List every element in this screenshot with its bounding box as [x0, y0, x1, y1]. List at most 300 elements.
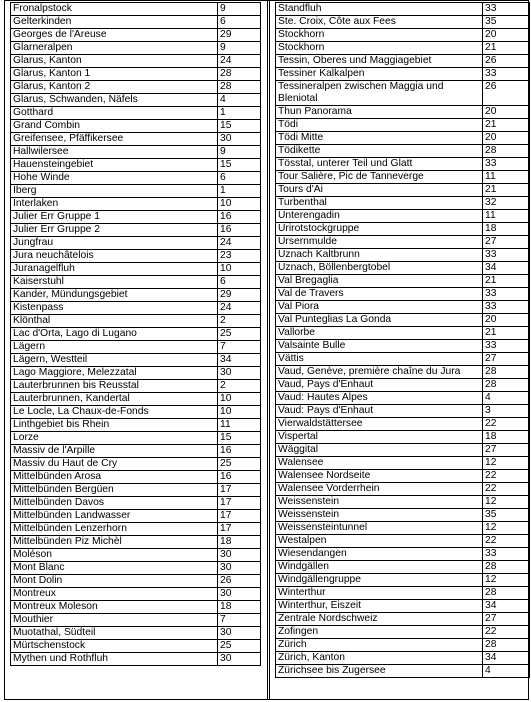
location-name: Val Bregaglia: [276, 275, 483, 288]
table-row: [11, 432, 261, 445]
sheet-number: 16: [218, 445, 261, 458]
location-name: Vättis: [276, 353, 483, 366]
table-row: [11, 263, 261, 276]
table-row: [276, 314, 530, 327]
sheet-number: 24: [218, 237, 261, 250]
location-name: Zürich, Kanton: [276, 652, 483, 665]
sheet-number: 17: [218, 484, 261, 497]
sheet-number: 34: [483, 652, 530, 665]
sheet-number: 10: [218, 263, 261, 276]
location-name: Georges de l'Areuse: [11, 29, 218, 42]
table-row: [276, 210, 530, 223]
sheet-number: 18: [483, 223, 530, 236]
location-name: Kaiserstuhl: [11, 276, 218, 289]
table-row: [276, 262, 530, 275]
location-name: Walensee: [276, 457, 483, 470]
left-index-table: [10, 2, 261, 666]
location-name: Stockhorn: [276, 29, 483, 42]
table-row: [11, 250, 261, 263]
table-row: [11, 393, 261, 406]
sheet-number: 20: [483, 106, 530, 119]
table-row: [11, 458, 261, 471]
table-row: [276, 55, 530, 68]
table-row: [276, 327, 530, 340]
table-row: [11, 341, 261, 354]
table-row: [11, 354, 261, 367]
table-row: [11, 549, 261, 562]
table-row: [276, 509, 530, 522]
table-row: [11, 536, 261, 549]
location-name: Wiesendangen: [276, 548, 483, 561]
location-name: Winterthur, Eiszeit: [276, 600, 483, 613]
location-name: Weissenstein: [276, 509, 483, 522]
sheet-number: 27: [483, 236, 530, 249]
location-name: Grand Combin: [11, 120, 218, 133]
location-name: Vispertal: [276, 431, 483, 444]
sheet-number: 27: [483, 444, 530, 457]
sheet-number: 4: [218, 94, 261, 107]
table-row: [11, 16, 261, 29]
sheet-number: 28: [483, 561, 530, 574]
sheet-number: 18: [218, 601, 261, 614]
location-name: Lägern: [11, 341, 218, 354]
location-name: Mittelbünden Davos: [11, 497, 218, 510]
table-row: [11, 497, 261, 510]
location-name: Tödi Mitte: [276, 132, 483, 145]
sheet-number: 21: [483, 275, 530, 288]
sheet-number: 26: [483, 81, 530, 106]
sheet-number: 7: [218, 614, 261, 627]
table-row: [11, 211, 261, 224]
table-row: [11, 237, 261, 250]
table-row: [276, 600, 530, 613]
location-name: Windgällen: [276, 561, 483, 574]
location-name: Hauensteingebiet: [11, 159, 218, 172]
sheet-number: 20: [483, 132, 530, 145]
location-name: Val Punteglias La Gonda: [276, 314, 483, 327]
sheet-number: 15: [218, 432, 261, 445]
table-row: [276, 574, 530, 587]
location-name: Unterengadin: [276, 210, 483, 223]
sheet-number: 16: [218, 211, 261, 224]
location-name: Lauterbrunnen, Kandertal: [11, 393, 218, 406]
table-row: [276, 418, 530, 431]
sheet-number: 12: [483, 522, 530, 535]
location-name: Montreux Moleson: [11, 601, 218, 614]
sheet-number: 22: [483, 470, 530, 483]
location-name: Gelterkinden: [11, 16, 218, 29]
sheet-number: 18: [218, 536, 261, 549]
sheet-number: 9: [218, 42, 261, 55]
table-row: [276, 457, 530, 470]
sheet-number: 33: [483, 548, 530, 561]
location-name: Mouthier: [11, 614, 218, 627]
location-name: Tessineralpen zwischen Maggia und Bleniotal: [276, 81, 483, 106]
location-name: Tödi: [276, 119, 483, 132]
table-row: [276, 353, 530, 366]
table-row: [11, 367, 261, 380]
table-row: [276, 366, 530, 379]
table-row: [11, 562, 261, 575]
sheet-number: 30: [218, 562, 261, 575]
sheet-number: 25: [218, 328, 261, 341]
location-name: Vaud, Pays d'Enhaut: [276, 379, 483, 392]
sheet-number: 35: [483, 16, 530, 29]
table-row: [11, 640, 261, 653]
sheet-number: 25: [218, 458, 261, 471]
sheet-number: 15: [218, 120, 261, 133]
location-name: Muotathal, Südteil: [11, 627, 218, 640]
location-name: Vierwaldstättersee: [276, 418, 483, 431]
location-name: Uznach, Böllenbergtobel: [276, 262, 483, 275]
sheet-number: 28: [483, 145, 530, 158]
sheet-number: 16: [218, 471, 261, 484]
sheet-number: 22: [483, 535, 530, 548]
table-row: [11, 29, 261, 42]
table-row: [276, 197, 530, 210]
location-name: Lac d'Orta, Lago di Lugano: [11, 328, 218, 341]
location-name: Kistenpass: [11, 302, 218, 315]
left-table-body: [11, 3, 261, 666]
location-name: Weissenstein: [276, 496, 483, 509]
location-name: Mittelbünden Piz Michèl: [11, 536, 218, 549]
sheet-number: 18: [483, 431, 530, 444]
table-row: [11, 575, 261, 588]
location-name: Lago Maggiore, Melezzatal: [11, 367, 218, 380]
location-name: Iberg: [11, 185, 218, 198]
location-name: Val Piora: [276, 301, 483, 314]
location-name: Fronalpstock: [11, 3, 218, 16]
right-index-table: [275, 2, 530, 678]
location-name: Gotthard: [11, 107, 218, 120]
table-row: [276, 223, 530, 236]
location-name: Julier Err Gruppe 2: [11, 224, 218, 237]
sheet-number: 10: [218, 406, 261, 419]
table-row: [276, 405, 530, 418]
table-row: [276, 626, 530, 639]
location-name: Mont Blanc: [11, 562, 218, 575]
location-name: Jura neuchâtelois: [11, 250, 218, 263]
table-row: [11, 198, 261, 211]
sheet-number: 12: [483, 496, 530, 509]
sheet-number: 6: [218, 16, 261, 29]
table-row: [276, 522, 530, 535]
sheet-number: 7: [218, 341, 261, 354]
table-row: [11, 601, 261, 614]
sheet-number: 1: [218, 107, 261, 120]
location-name: Le Locle, La Chaux-de-Fonds: [11, 406, 218, 419]
sheet-number: 29: [218, 289, 261, 302]
table-row: [276, 68, 530, 81]
location-name: Westalpen: [276, 535, 483, 548]
table-row: [276, 16, 530, 29]
location-name: Linthgebiet bis Rhein: [11, 419, 218, 432]
table-row: [11, 627, 261, 640]
table-row: [11, 224, 261, 237]
table-row: [11, 159, 261, 172]
location-name: Lägern, Westteil: [11, 354, 218, 367]
sheet-number: 10: [218, 198, 261, 211]
table-row: [276, 470, 530, 483]
table-row: [11, 3, 261, 16]
location-name: Greifensee, Pfäffikersee: [11, 133, 218, 146]
location-name: Glarus, Kanton 2: [11, 81, 218, 94]
sheet-number: 27: [483, 353, 530, 366]
table-row: [11, 471, 261, 484]
location-name: Zürichsee bis Zugersee: [276, 665, 483, 678]
location-name: Vaud: Pays d'Enhaut: [276, 405, 483, 418]
table-row: [276, 236, 530, 249]
location-name: Hallwilersee: [11, 146, 218, 159]
sheet-number: 22: [483, 626, 530, 639]
sheet-number: 22: [483, 418, 530, 431]
table-row: [11, 55, 261, 68]
location-name: Ste. Croix, Côte aux Fees: [276, 16, 483, 29]
sheet-number: 33: [483, 3, 530, 16]
table-row: [276, 158, 530, 171]
location-name: Tour Salière, Pic de Tanneverge: [276, 171, 483, 184]
sheet-number: 17: [218, 523, 261, 536]
location-name: Jungfrau: [11, 237, 218, 250]
sheet-number: 4: [483, 392, 530, 405]
location-name: Stockhorn: [276, 42, 483, 55]
location-name: Mittelbünden Arosa: [11, 471, 218, 484]
sheet-number: 21: [483, 119, 530, 132]
table-row: [11, 510, 261, 523]
table-row: [11, 81, 261, 94]
table-row: [11, 328, 261, 341]
sheet-number: 35: [483, 509, 530, 522]
location-name: Wäggital: [276, 444, 483, 457]
sheet-number: 30: [218, 653, 261, 666]
table-row: [11, 185, 261, 198]
location-name: Klönthal: [11, 315, 218, 328]
location-name: Moléson: [11, 549, 218, 562]
table-row: [276, 392, 530, 405]
sheet-number: 20: [483, 314, 530, 327]
table-row: [11, 42, 261, 55]
sheet-number: 22: [483, 483, 530, 496]
table-row: [11, 380, 261, 393]
location-name: Julier Err Gruppe 1: [11, 211, 218, 224]
location-name: Glarus, Schwanden, Näfels: [11, 94, 218, 107]
table-row: [276, 288, 530, 301]
table-row: [276, 613, 530, 626]
table-row: [276, 444, 530, 457]
sheet-number: 1: [218, 185, 261, 198]
table-row: [11, 315, 261, 328]
sheet-number: 9: [218, 146, 261, 159]
sheet-number: 28: [483, 366, 530, 379]
table-row: [11, 276, 261, 289]
table-row: [276, 275, 530, 288]
location-name: Juranagelfluh: [11, 263, 218, 276]
sheet-number: 9: [218, 3, 261, 16]
sheet-number: 33: [483, 158, 530, 171]
sheet-number: 28: [218, 81, 261, 94]
sheet-number: 4: [483, 665, 530, 678]
location-name: Lorze: [11, 432, 218, 445]
sheet-number: 15: [218, 159, 261, 172]
sheet-number: 21: [483, 327, 530, 340]
location-name: Winterthur: [276, 587, 483, 600]
sheet-number: 28: [483, 379, 530, 392]
location-name: Zofingen: [276, 626, 483, 639]
table-row: [276, 81, 530, 106]
sheet-number: 30: [218, 549, 261, 562]
sheet-number: 34: [483, 262, 530, 275]
table-row: [276, 184, 530, 197]
sheet-number: 34: [218, 354, 261, 367]
sheet-number: 28: [483, 639, 530, 652]
table-row: [276, 301, 530, 314]
table-row: [276, 587, 530, 600]
sheet-number: 10: [218, 393, 261, 406]
sheet-number: 33: [483, 249, 530, 262]
sheet-number: 2: [218, 315, 261, 328]
location-name: Interlaken: [11, 198, 218, 211]
location-name: Thun Panorama: [276, 106, 483, 119]
sheet-number: 11: [483, 171, 530, 184]
table-row: [11, 419, 261, 432]
sheet-number: 33: [483, 68, 530, 81]
table-row: [11, 107, 261, 120]
table-row: [276, 132, 530, 145]
location-name: Mürtschenstock: [11, 640, 218, 653]
location-name: Zürich: [276, 639, 483, 652]
location-name: Turbenthal: [276, 197, 483, 210]
sheet-number: 21: [483, 42, 530, 55]
table-row: [11, 588, 261, 601]
sheet-number: 3: [483, 405, 530, 418]
sheet-number: 26: [218, 575, 261, 588]
table-row: [276, 145, 530, 158]
sheet-number: 17: [218, 497, 261, 510]
table-row: [11, 445, 261, 458]
table-row: [11, 68, 261, 81]
table-row: [11, 302, 261, 315]
column-separator: [267, 0, 270, 700]
location-name: Vaud, Genève, première chaîne du Jura: [276, 366, 483, 379]
sheet-number: 12: [483, 574, 530, 587]
sheet-number: 6: [218, 172, 261, 185]
table-row: [276, 548, 530, 561]
location-name: Tessiner Kalkalpen: [276, 68, 483, 81]
sheet-number: 33: [483, 301, 530, 314]
table-row: [11, 172, 261, 185]
location-name: Mittelbünden Lenzerhorn: [11, 523, 218, 536]
sheet-number: 29: [218, 29, 261, 42]
sheet-number: 33: [483, 340, 530, 353]
sheet-number: 12: [483, 457, 530, 470]
sheet-number: 30: [218, 133, 261, 146]
location-name: Urirotstockgruppe: [276, 223, 483, 236]
sheet-number: 33: [483, 288, 530, 301]
sheet-number: 28: [218, 68, 261, 81]
sheet-number: 24: [218, 55, 261, 68]
sheet-number: 20: [483, 29, 530, 42]
location-name: Uznach Kaltbrunn: [276, 249, 483, 262]
table-row: [276, 561, 530, 574]
location-name: Valsainte Bulle: [276, 340, 483, 353]
table-row: [276, 652, 530, 665]
table-row: [11, 120, 261, 133]
location-name: Walensee Nordseite: [276, 470, 483, 483]
table-row: [276, 496, 530, 509]
sheet-number: 11: [218, 419, 261, 432]
table-row: [276, 249, 530, 262]
location-name: Glarneralpen: [11, 42, 218, 55]
table-row: [276, 639, 530, 652]
location-name: Tours d'Ai: [276, 184, 483, 197]
sheet-number: 17: [218, 510, 261, 523]
sheet-number: 30: [218, 588, 261, 601]
table-row: [11, 614, 261, 627]
location-name: Tödikette: [276, 145, 483, 158]
location-name: Vallorbe: [276, 327, 483, 340]
table-row: [276, 119, 530, 132]
location-name: Mittelbünden Landwasser: [11, 510, 218, 523]
sheet-number: 24: [218, 302, 261, 315]
location-name: Windgällengruppe: [276, 574, 483, 587]
sheet-number: 34: [483, 600, 530, 613]
location-name: Hohe Winde: [11, 172, 218, 185]
table-row: [276, 340, 530, 353]
table-row: [11, 484, 261, 497]
location-name: Massiv du Haut de Cry: [11, 458, 218, 471]
sheet-number: 28: [483, 587, 530, 600]
table-row: [11, 94, 261, 107]
sheet-number: 26: [483, 55, 530, 68]
location-name: Zentrale Nordschweiz: [276, 613, 483, 626]
sheet-number: 11: [483, 210, 530, 223]
sheet-number: 27: [483, 613, 530, 626]
location-name: Massiv de l'Arpille: [11, 445, 218, 458]
table-row: [11, 289, 261, 302]
table-row: [11, 523, 261, 536]
sheet-number: 23: [218, 250, 261, 263]
table-row: [276, 535, 530, 548]
table-row: [11, 653, 261, 666]
location-name: Standfluh: [276, 3, 483, 16]
sheet-number: 2: [218, 380, 261, 393]
table-row: [276, 171, 530, 184]
location-name: Val de Travers: [276, 288, 483, 301]
right-table-body: [276, 3, 530, 678]
table-row: [276, 3, 530, 16]
sheet-number: 16: [218, 224, 261, 237]
table-row: [276, 106, 530, 119]
sheet-number: 21: [483, 184, 530, 197]
location-name: Walensee Vorderrhein: [276, 483, 483, 496]
location-name: Tösstal, unterer Teil und Glatt: [276, 158, 483, 171]
location-name: Vaud: Hautes Alpes: [276, 392, 483, 405]
location-name: Weissensteintunnel: [276, 522, 483, 535]
table-row: [276, 29, 530, 42]
table-row: [276, 483, 530, 496]
location-name: Lauterbrunnen bis Reusstal: [11, 380, 218, 393]
sheet-number: 32: [483, 197, 530, 210]
location-name: Glarus, Kanton: [11, 55, 218, 68]
location-name: Ursernmulde: [276, 236, 483, 249]
location-name: Mittelbünden Bergüen: [11, 484, 218, 497]
location-name: Kander, Mündungsgebiet: [11, 289, 218, 302]
location-name: Mythen und Rothfluh: [11, 653, 218, 666]
table-row: [276, 379, 530, 392]
sheet-number: 30: [218, 627, 261, 640]
sheet-number: 30: [218, 367, 261, 380]
table-row: [276, 431, 530, 444]
